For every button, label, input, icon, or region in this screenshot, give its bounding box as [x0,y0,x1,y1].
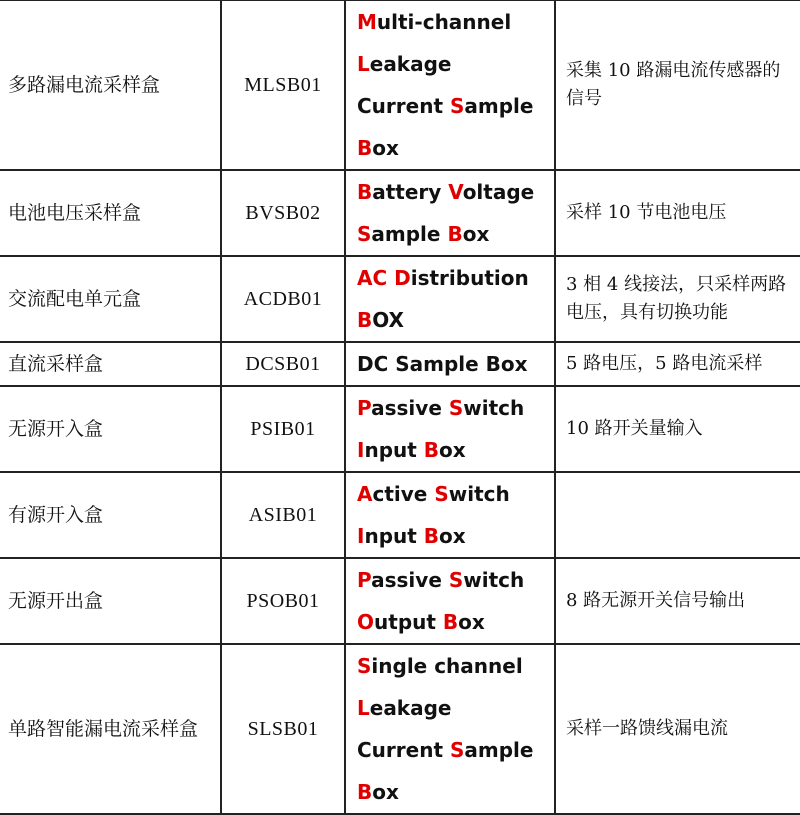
highlighted-initial: B [357,136,373,160]
english-text: attery [372,180,449,204]
english-name-cell [345,170,555,256]
chinese-name-cell: 单路智能漏电流采样盒 [0,644,221,814]
description-cell: 采样一路馈线漏电流 [555,644,800,814]
highlighted-initial: V [448,180,463,204]
english-text: ox [372,136,399,160]
code-cell: ASIB01 [221,472,345,558]
english-text: nput [364,524,424,548]
english-name-line [357,85,554,127]
highlighted-initial: S [448,396,464,420]
english-text: utput [374,610,443,634]
english-name-cell [345,472,555,558]
english-name-line [357,429,554,471]
chinese-name-cell: 无源开出盒 [0,558,221,644]
chinese-name-cell: 交流配电单元盒 [0,256,221,342]
english-name-line [357,257,554,299]
english-name-cell [345,0,555,170]
english-name-cell [345,558,555,644]
description-cell: 8 路无源开关信号输出 [555,558,800,644]
english-text: Current [357,738,450,762]
english-text: assive [371,568,449,592]
english-text: witch [463,396,525,420]
english-text: witch [463,568,525,592]
english-text: istribution [410,266,529,290]
table-row [0,472,800,558]
highlighted-initial: S [357,222,372,246]
english-text: Current [357,94,450,118]
description-cell: 3 相 4 线接法，只采样两路电压，具有切换功能 [555,256,800,342]
code-cell: DCSB01 [221,342,345,386]
english-text: ulti-channel [376,10,512,34]
english-text: witch [448,482,510,506]
english-name-line [357,213,554,255]
english-name-line [357,43,554,85]
table-row [0,644,800,814]
highlighted-initial: S [357,654,372,678]
english-text: ingle channel [371,654,523,678]
highlighted-initial: B [423,524,440,548]
english-name-line [357,687,554,729]
highlighted-initial: D [394,266,411,290]
english-name-line [357,171,554,213]
description-cell: 5 路电压，5 路电流采样 [555,342,800,386]
highlighted-initial: B [423,438,440,462]
english-text: DC Sample Box [357,352,528,376]
highlighted-initial: S [449,738,465,762]
highlighted-initial: L [357,52,370,76]
english-text: assive [371,396,449,420]
highlighted-initial: AC [357,266,388,290]
english-name-line [357,343,554,385]
code-cell: SLSB01 [221,644,345,814]
description-cell [555,472,800,558]
chinese-name-cell: 无源开入盒 [0,386,221,472]
table-row [0,0,800,170]
table-row [0,170,800,256]
chinese-name-cell: 直流采样盒 [0,342,221,386]
highlighted-initial: L [357,696,370,720]
english-name-line [357,299,554,341]
table-row [0,386,800,472]
english-name-line [357,771,554,813]
english-name-line [357,127,554,169]
english-text: nput [364,438,424,462]
chinese-name-cell: 有源开入盒 [0,472,221,558]
highlighted-initial: B [442,610,459,634]
highlighted-initial: S [448,568,464,592]
chinese-name-cell: 多路漏电流采样盒 [0,0,221,170]
code-cell: PSOB01 [221,558,345,644]
english-text: ample [464,94,534,118]
highlighted-initial: I [357,438,365,462]
highlighted-initial: B [357,180,373,204]
english-name-line [357,559,554,601]
highlighted-initial: P [357,396,372,420]
english-text: ample [464,738,534,762]
chinese-name-cell: 电池电压采样盒 [0,170,221,256]
english-name-line [357,645,554,687]
english-text: eakage [369,52,452,76]
english-text: eakage [369,696,452,720]
code-cell: MLSB01 [221,0,345,170]
description-cell: 采集 10 路漏电流传感器的信号 [555,0,800,170]
highlighted-initial: M [357,10,377,34]
highlighted-initial: B [357,308,373,332]
description-cell: 采样 10 节电池电压 [555,170,800,256]
english-text: oltage [462,180,535,204]
english-name-cell [345,386,555,472]
code-cell: BVSB02 [221,170,345,256]
english-name-line [357,729,554,771]
table-row [0,558,800,644]
english-text: ample [371,222,448,246]
code-cell: PSIB01 [221,386,345,472]
english-text: OX [372,308,404,332]
english-name-line [357,1,554,43]
english-text: ox [458,610,485,634]
highlighted-initial: S [434,482,449,506]
highlighted-initial: B [447,222,463,246]
english-name-cell [345,342,555,386]
code-cell: ACDB01 [221,256,345,342]
english-name-cell [345,644,555,814]
english-text: ox [372,780,399,804]
highlighted-initial: P [357,568,372,592]
english-name-line [357,473,554,515]
english-name-line [357,515,554,557]
highlighted-initial: B [357,780,373,804]
english-name-line [357,387,554,429]
description-cell: 10 路开关量输入 [555,386,800,472]
english-text: ctive [372,482,435,506]
english-name-line [357,601,554,643]
table-row [0,342,800,386]
english-text: ox [439,524,466,548]
table-row [0,256,800,342]
english-text: ox [439,438,466,462]
highlighted-initial: A [357,482,373,506]
english-name-cell [345,256,555,342]
highlighted-initial: O [357,610,375,634]
highlighted-initial: S [449,94,465,118]
english-text: ox [462,222,490,246]
highlighted-initial: I [357,524,365,548]
